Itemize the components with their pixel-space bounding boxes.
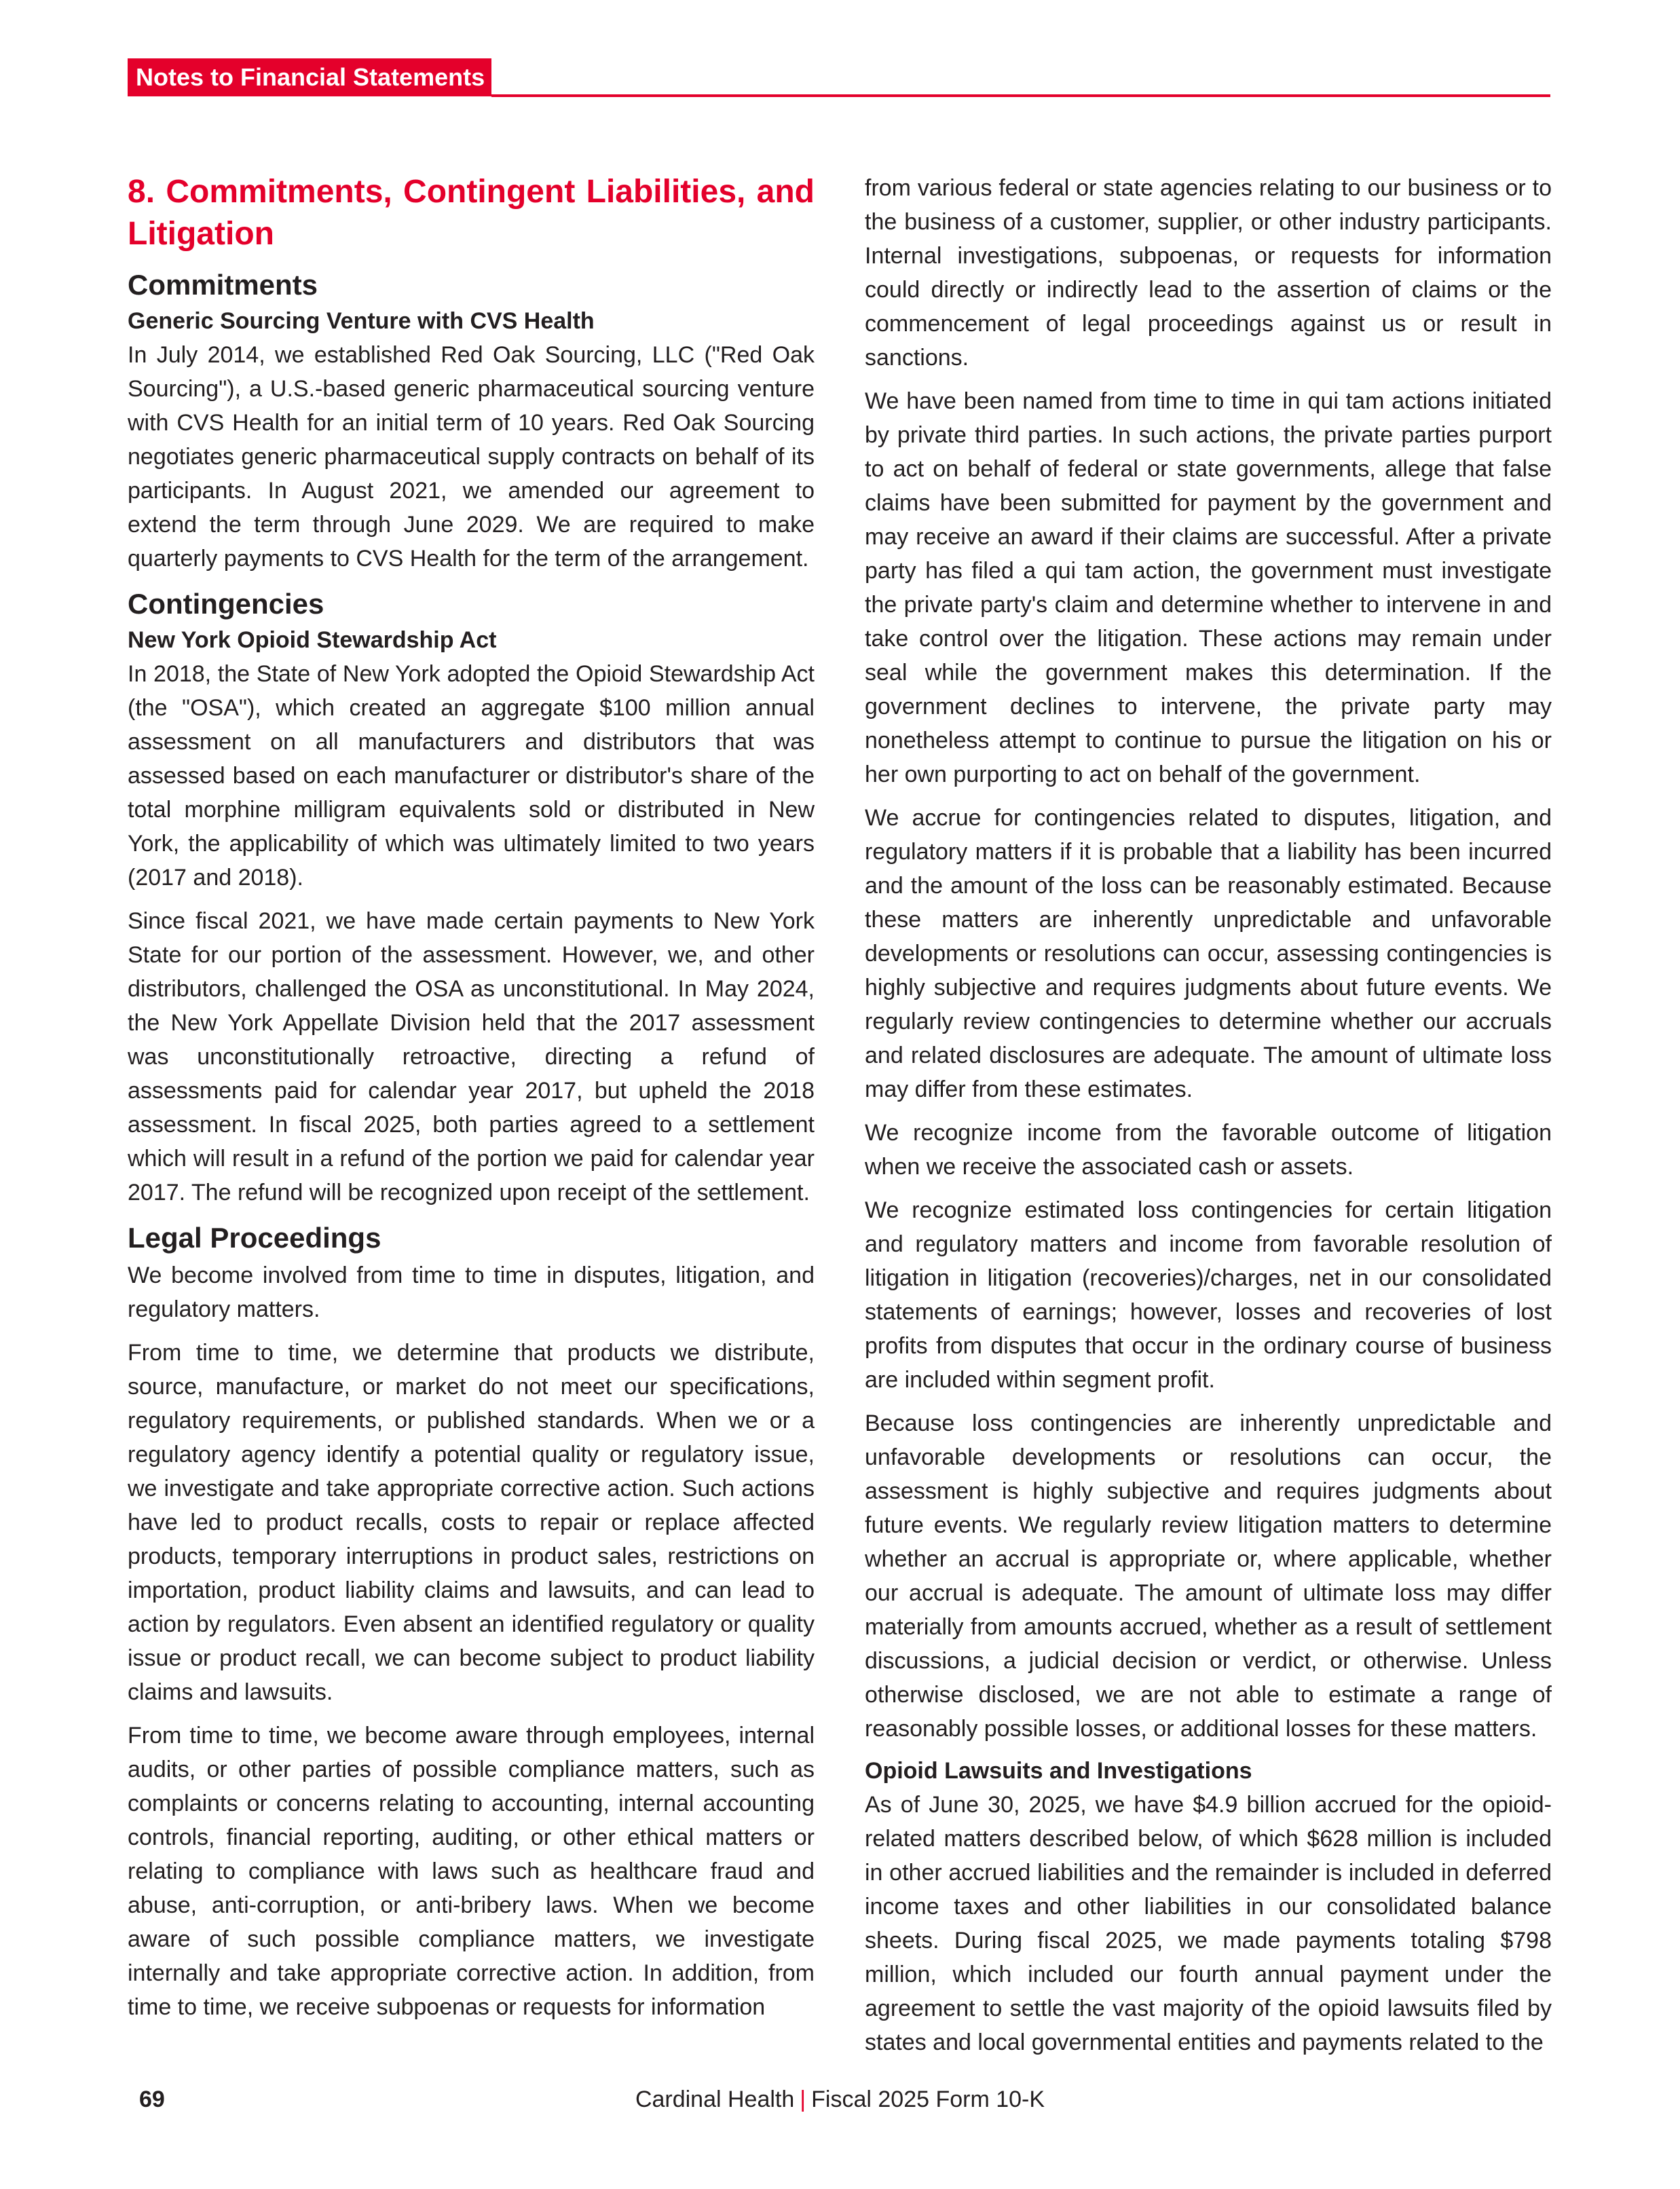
right-column (865, 171, 1552, 2069)
legal-paragraph-2: From time to time, we determine that products we distribute, source, manufacture, or market do not meet our specifications, regulatory requirements, or published standards. When we or a regulatory agency identify a potential quality or regulatory issue, we investigate and take appropriate corrective action. Such actions have led to product recalls, costs to repair or replace affected products, temporary interruptions in product sales, restrictions on importation, product liability claims and lawsuits, and can lead to action by regulators. Even absent an identified regulatory or quality issue or product recall, we can become subject to product liability claims and lawsuits. (128, 1340, 815, 1705)
page-number: 69 (139, 2087, 165, 2112)
footer-document-label (0, 2084, 1680, 2115)
section-title: 8. Commitments, Contingent Liabilities, and Litigation (128, 174, 815, 252)
legal-paragraph-6: We recognize income from the favorable outcome of litigation when we receive the associated cash or assets. (865, 1120, 1552, 1180)
footer-separator: | (800, 2087, 806, 2112)
legal-paragraph-5: We accrue for contingencies related to disputes, litigation, and regulatory matters if it is probable that a liability has been incurred and the amount of the loss can be reasonably estimated. Because these matters are inherently unpredictable and unfavorable developments or resolutions can occur, assessing contingencies is highly subjective and requires judgments about future events. We regularly review contingencies to determine whether our accruals and related disclosures are adequate. The amount of ultimate loss may differ from these estimates. (865, 805, 1552, 1102)
left-column (128, 171, 815, 2034)
section-header-tab: Notes to Financial Statements (128, 58, 491, 96)
legal-paragraph-3: From time to time, we become aware through employees, internal audits, or other parties of possible compliance matters, such as complaints or concerns relating to accounting, internal accounting controls, financial reporting, auditing, or other ethical matters or relating to compliance with laws such as healthcare fraud and abuse, anti-corruption, or anti-bribery laws. When we become aware of such possible compliance matters, we investigate internally and take appropriate corrective action. In addition, from time to time, we receive subpoenas or requests for information (128, 1723, 815, 2020)
legal-paragraph-7: We recognize estimated loss contingencies for certain litigation and regulatory matters and income from favorable resolution of litigation in litigation (recoveries)/charges, net in our consolidated statements of earnings; however, losses and recoveries of lost profits from disputes that occur in the ordinary course of business are included within segment profit. (865, 1197, 1552, 1393)
contingencies-subheading: New York Opioid Stewardship Act (128, 627, 497, 653)
legal-paragraph-8: Because loss contingencies are inherently unpredictable and unfavorable developments or resolutions can occur, the assessment is highly subjective and requires judgments about future events. We regularly review litigation matters to determine whether an accrual is appropriate or, where applicable, whether our accrual is adequate. The amount of ultimate loss may differ materially from amounts accrued, whether as a result of settlement discussions, a judicial decision or verdict, or otherwise. Unless otherwise disclosed, we are not able to estimate a range of reasonably possible losses, or additional losses for these matters. (865, 1410, 1552, 1742)
legal-proceedings-heading: Legal Proceedings (128, 1222, 381, 1254)
opioid-paragraph-1: As of June 30, 2025, we have $4.9 billion accrued for the opioid-related matters described below, of which $628 million is included in other accrued liabilities and the remainder is included in deferred income taxes and other liabilities in our consolidated balance sheets. During fiscal 2025, we made payments totaling $798 million, which included our fourth annual payment under the agreement to settle the vast majority of the opioid lawsuits filed by states and local governmental entities and payments related to the (865, 1792, 1552, 2055)
contingencies-heading: Contingencies (128, 588, 324, 620)
opioid-subheading: Opioid Lawsuits and Investigations (865, 1758, 1252, 1784)
contingencies-paragraph-1: In 2018, the State of New York adopted the Opioid Stewardship Act (the "OSA"), which created an aggregate $100 million annual assessment on all manufacturers and distributors that was assessed based on each manufacturer or distributor's share of the total morphine milligram equivalents sold or distributed in New York, the applicability of which was ultimately limited to two years (2017 and 2018). (128, 661, 815, 891)
header-rule (491, 94, 1550, 97)
legal-paragraph-1: We become involved from time to time in disputes, litigation, and regulatory matters. (128, 1262, 815, 1322)
commitments-paragraph: In July 2014, we established Red Oak Sourcing, LLC ("Red Oak Sourcing"), a U.S.-based generic pharmaceutical sourcing venture with CVS Health for an initial term of 10 years. Red Oak Sourcing negotiates generic pharmaceutical supply contracts on behalf of its participants. In August 2021, we amended our agreement to extend the term through June 2029. We are required to make quarterly payments to CVS Health for the term of the arrangement. (128, 342, 815, 572)
contingencies-paragraph-2: Since fiscal 2021, we have made certain payments to New York State for our portion of the assessment. However, we, and other distributors, challenged the OSA as unconstitutional. In May 2024, the New York Appellate Division held that the 2017 assessment was unconstitutionally retroactive, directing a refund of assessments paid for calendar year 2017, but upheld the 2018 assessment. In fiscal 2025, both parties agreed to a settlement which will result in a refund of the portion we paid for calendar year 2017. The refund will be recognized upon receipt of the settlement. (128, 908, 815, 1205)
footer-document: Fiscal 2025 Form 10-K (811, 2087, 1045, 2112)
commitments-subheading: Generic Sourcing Venture with CVS Health (128, 308, 595, 334)
footer-company: Cardinal Health (635, 2087, 795, 2112)
commitments-heading: Commitments (128, 269, 318, 301)
legal-paragraph-3-continued: from various federal or state agencies relating to our business or to the business of a customer, supplier, or other industry participants. Internal investigations, subpoenas, or requests for information could directly or indirectly lead to the assertion of claims or the commencement of legal proceedings against us or result in sanctions. (865, 175, 1552, 371)
legal-paragraph-4: We have been named from time to time in qui tam actions initiated by private third parties. In such actions, the private parties purport to act on behalf of federal or state governments, allege that false claims have been submitted for payment by the government and may receive an award if their claims are successful. After a private party has filed a qui tam action, the government must investigate the private party's claim and determine whether to intervene in and take control over the litigation. These actions may remain under seal while the government makes this determination. If the government declines to intervene, the private party may nonetheless attempt to continue to pursue the litigation on his or her own purporting to act on behalf of the government. (865, 388, 1552, 787)
